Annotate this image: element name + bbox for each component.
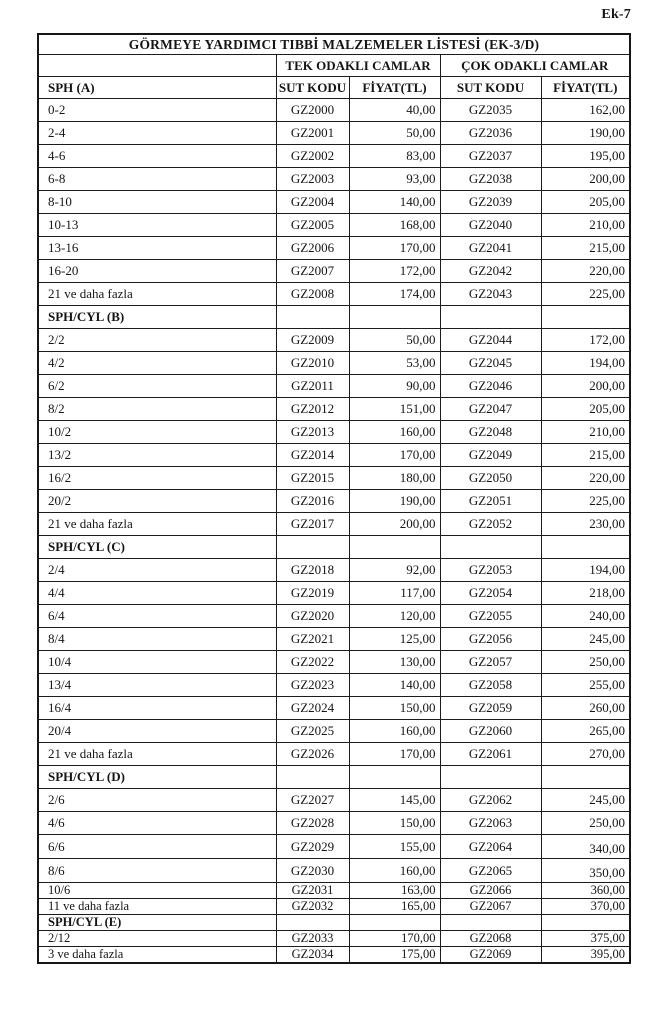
sut-kodu-cell-single: GZ2017 [276,513,349,536]
sut-kodu-cell-single: GZ2002 [276,145,349,168]
fiyat-cell-single: 150,00 [349,697,440,720]
fiyat-cell-multi: 200,00 [541,168,630,191]
fiyat-cell-single: 170,00 [349,237,440,260]
sut-kodu-cell-single: GZ2014 [276,444,349,467]
sut-kodu-cell-multi: GZ2047 [440,398,541,421]
row-label-cell: 10-13 [38,214,276,237]
fiyat-cell-multi: 270,00 [541,743,630,766]
sut-kodu-cell-multi: GZ2050 [440,467,541,490]
fiyat-cell-multi: 255,00 [541,674,630,697]
empty-cell [276,915,349,931]
empty-cell [349,915,440,931]
table-row [38,582,630,605]
empty-cell [541,915,630,931]
table-title: GÖRMEYE YARDIMCI TIBBİ MALZEMELER LİSTESİ (EK-3/D) [38,34,630,55]
row-label-cell: 21 ve daha fazla [38,743,276,766]
sut-kodu-cell-single: GZ2024 [276,697,349,720]
empty-cell [276,306,349,329]
sut-kodu-cell-single: GZ2025 [276,720,349,743]
table-row [38,444,630,467]
row-label-cell: 13/4 [38,674,276,697]
row-label-cell: 2/4 [38,559,276,582]
row-label-cell: 2/6 [38,789,276,812]
row-label-cell: 16/2 [38,467,276,490]
group-header-single-focal: TEK ODAKLI CAMLAR [276,55,440,77]
table-row [38,947,630,964]
sut-kodu-cell-multi: GZ2052 [440,513,541,536]
sut-kodu-cell-single: GZ2033 [276,931,349,947]
table-row [38,859,630,883]
column-header-fiyat-2: FİYAT(TL) [541,77,630,99]
sut-kodu-cell-multi: GZ2056 [440,628,541,651]
fiyat-cell-multi: 395,00 [541,947,630,964]
row-label-cell: 10/2 [38,421,276,444]
column-header-sut-kodu-1: SUT KODU [276,77,349,99]
table-row [38,697,630,720]
sut-kodu-cell-multi: GZ2042 [440,260,541,283]
fiyat-cell-multi: 194,00 [541,352,630,375]
sut-kodu-cell-multi: GZ2043 [440,283,541,306]
fiyat-cell-single: 117,00 [349,582,440,605]
fiyat-cell-multi: 375,00 [541,931,630,947]
row-label-cell: 4-6 [38,145,276,168]
sut-kodu-cell-single: GZ2028 [276,812,349,835]
fiyat-cell-multi: 225,00 [541,490,630,513]
fiyat-cell-single: 50,00 [349,122,440,145]
sut-kodu-cell-single: GZ2019 [276,582,349,605]
fiyat-cell-multi: 265,00 [541,720,630,743]
column-header-sph: SPH (A) [38,77,276,99]
fiyat-cell-single: 174,00 [349,283,440,306]
fiyat-cell-single: 130,00 [349,651,440,674]
fiyat-cell-single: 172,00 [349,260,440,283]
sut-kodu-cell-single: GZ2013 [276,421,349,444]
fiyat-cell-single: 170,00 [349,743,440,766]
table-row [38,168,630,191]
row-label-cell: 13/2 [38,444,276,467]
fiyat-cell-multi: 240,00 [541,605,630,628]
table-row [38,122,630,145]
section-header-label: SPH/CYL (B) [38,306,276,329]
sut-kodu-cell-multi: GZ2058 [440,674,541,697]
fiyat-cell-single: 160,00 [349,859,440,883]
section-header-row [38,306,630,329]
fiyat-cell-single: 163,00 [349,883,440,899]
row-label-cell: 6/6 [38,835,276,859]
sut-kodu-cell-multi: GZ2036 [440,122,541,145]
sut-kodu-cell-multi: GZ2067 [440,899,541,915]
empty-cell [276,766,349,789]
sut-kodu-cell-multi: GZ2041 [440,237,541,260]
fiyat-cell-multi: 210,00 [541,421,630,444]
fiyat-cell-single: 170,00 [349,444,440,467]
empty-cell [349,536,440,559]
table-row [38,490,630,513]
column-header-sut-kodu-2: SUT KODU [440,77,541,99]
empty-cell [541,306,630,329]
fiyat-cell-multi: 162,00 [541,99,630,122]
column-header-fiyat-1: FİYAT(TL) [349,77,440,99]
empty-cell [276,536,349,559]
table-row [38,283,630,306]
sut-kodu-cell-single: GZ2015 [276,467,349,490]
row-label-cell: 4/6 [38,812,276,835]
row-label-cell: 2-4 [38,122,276,145]
sut-kodu-cell-multi: GZ2045 [440,352,541,375]
table-row [38,513,630,536]
fiyat-cell-single: 140,00 [349,674,440,697]
fiyat-cell-single: 155,00 [349,835,440,859]
sut-kodu-cell-single: GZ2029 [276,835,349,859]
empty-cell [440,766,541,789]
fiyat-cell-multi: 172,00 [541,329,630,352]
fiyat-cell-multi: 245,00 [541,628,630,651]
fiyat-cell-single: 175,00 [349,947,440,964]
table-row [38,375,630,398]
fiyat-cell-multi: 250,00 [541,651,630,674]
table-row [38,191,630,214]
column-header-row [38,77,630,99]
table-row [38,260,630,283]
sut-kodu-cell-multi: GZ2068 [440,931,541,947]
fiyat-cell-single: 125,00 [349,628,440,651]
table-row [38,720,630,743]
fiyat-cell-multi: 194,00 [541,559,630,582]
row-label-cell: 2/12 [38,931,276,947]
row-label-cell: 20/4 [38,720,276,743]
row-label-cell: 6-8 [38,168,276,191]
empty-cell [440,306,541,329]
section-header-label: SPH/CYL (D) [38,766,276,789]
sut-kodu-cell-single: GZ2006 [276,237,349,260]
table-row [38,398,630,421]
fiyat-cell-multi: 250,00 [541,812,630,835]
table-row [38,329,630,352]
sut-kodu-cell-single: GZ2009 [276,329,349,352]
sut-kodu-cell-multi: GZ2057 [440,651,541,674]
row-label-cell: 6/2 [38,375,276,398]
table-row [38,421,630,444]
fiyat-cell-single: 92,00 [349,559,440,582]
row-label-cell: 10/6 [38,883,276,899]
sut-kodu-cell-single: GZ2018 [276,559,349,582]
fiyat-cell-single: 160,00 [349,720,440,743]
sut-kodu-cell-multi: GZ2049 [440,444,541,467]
table-row [38,789,630,812]
row-label-cell: 21 ve daha fazla [38,283,276,306]
sut-kodu-cell-single: GZ2022 [276,651,349,674]
fiyat-cell-multi: 205,00 [541,398,630,421]
sut-kodu-cell-single: GZ2008 [276,283,349,306]
sut-kodu-cell-multi: GZ2048 [440,421,541,444]
sut-kodu-cell-single: GZ2021 [276,628,349,651]
sut-kodu-cell-single: GZ2012 [276,398,349,421]
row-label-cell: 11 ve daha fazla [38,899,276,915]
table-row [38,145,630,168]
table-head [38,34,630,99]
sut-kodu-cell-multi: GZ2053 [440,559,541,582]
row-label-cell: 16-20 [38,260,276,283]
sut-kodu-cell-multi: GZ2035 [440,99,541,122]
fiyat-cell-single: 140,00 [349,191,440,214]
table-row [38,628,630,651]
fiyat-cell-single: 40,00 [349,99,440,122]
fiyat-cell-multi: 220,00 [541,260,630,283]
empty-cell [349,306,440,329]
fiyat-cell-single: 50,00 [349,329,440,352]
section-header-row [38,536,630,559]
group-header-multi-focal: ÇOK ODAKLI CAMLAR [440,55,630,77]
sut-kodu-cell-multi: GZ2059 [440,697,541,720]
sut-kodu-cell-single: GZ2020 [276,605,349,628]
sut-kodu-cell-single: GZ2001 [276,122,349,145]
row-label-cell: 4/2 [38,352,276,375]
sut-kodu-cell-single: GZ2010 [276,352,349,375]
sut-kodu-cell-multi: GZ2044 [440,329,541,352]
fiyat-cell-single: 180,00 [349,467,440,490]
sut-kodu-cell-single: GZ2003 [276,168,349,191]
sut-kodu-cell-single: GZ2011 [276,375,349,398]
row-label-cell: 8/4 [38,628,276,651]
sut-kodu-cell-single: GZ2000 [276,99,349,122]
fiyat-cell-single: 170,00 [349,931,440,947]
empty-cell [440,536,541,559]
table-row [38,674,630,697]
empty-cell [541,766,630,789]
section-header-row [38,766,630,789]
sut-kodu-cell-single: GZ2004 [276,191,349,214]
table-row [38,237,630,260]
row-label-cell: 8/2 [38,398,276,421]
row-label-cell: 8-10 [38,191,276,214]
table-row [38,651,630,674]
fiyat-cell-multi: 215,00 [541,237,630,260]
table-title-row [38,34,630,55]
row-label-cell: 2/2 [38,329,276,352]
fiyat-cell-multi: 205,00 [541,191,630,214]
fiyat-cell-multi: 360,00 [541,883,630,899]
sut-kodu-cell-single: GZ2031 [276,883,349,899]
fiyat-cell-single: 190,00 [349,490,440,513]
row-label-cell: 10/4 [38,651,276,674]
sut-kodu-cell-multi: GZ2069 [440,947,541,964]
table-body [38,99,630,964]
sut-kodu-cell-multi: GZ2038 [440,168,541,191]
sut-kodu-cell-multi: GZ2066 [440,883,541,899]
sut-kodu-cell-multi: GZ2055 [440,605,541,628]
empty-cell [440,915,541,931]
table-row [38,743,630,766]
fiyat-cell-multi: 200,00 [541,375,630,398]
row-label-cell: 6/4 [38,605,276,628]
fiyat-cell-multi: 245,00 [541,789,630,812]
fiyat-cell-single: 145,00 [349,789,440,812]
table-row [38,812,630,835]
sut-kodu-cell-multi: GZ2063 [440,812,541,835]
fiyat-cell-multi: 260,00 [541,697,630,720]
group-header-row [38,55,630,77]
table-row [38,883,630,899]
row-label-cell: 16/4 [38,697,276,720]
fiyat-cell-multi: 230,00 [541,513,630,536]
fiyat-cell-single: 168,00 [349,214,440,237]
fiyat-cell-multi: 220,00 [541,467,630,490]
sut-kodu-cell-single: GZ2030 [276,859,349,883]
section-header-label: SPH/CYL (C) [38,536,276,559]
fiyat-cell-single: 90,00 [349,375,440,398]
table-row [38,931,630,947]
fiyat-cell-multi: 218,00 [541,582,630,605]
sut-kodu-cell-multi: GZ2051 [440,490,541,513]
table-row [38,352,630,375]
sut-kodu-cell-multi: GZ2060 [440,720,541,743]
fiyat-cell-single: 150,00 [349,812,440,835]
table-row [38,99,630,122]
table-row [38,899,630,915]
sut-kodu-cell-single: GZ2023 [276,674,349,697]
row-label-cell: 20/2 [38,490,276,513]
page-annex-tag: Ek-7 [601,7,631,22]
sut-kodu-cell-single: GZ2007 [276,260,349,283]
sut-kodu-cell-multi: GZ2039 [440,191,541,214]
sut-kodu-cell-single: GZ2005 [276,214,349,237]
fiyat-cell-multi: 350,00 [541,859,630,883]
empty-header-cell [38,55,276,77]
table-row [38,605,630,628]
section-header-row [38,915,630,931]
sut-kodu-cell-single: GZ2027 [276,789,349,812]
sut-kodu-cell-single: GZ2026 [276,743,349,766]
sut-kodu-cell-multi: GZ2054 [440,582,541,605]
fiyat-cell-multi: 215,00 [541,444,630,467]
table-row [38,835,630,859]
empty-cell [349,766,440,789]
fiyat-cell-single: 120,00 [349,605,440,628]
row-label-cell: 21 ve daha fazla [38,513,276,536]
row-label-cell: 4/4 [38,582,276,605]
fiyat-cell-single: 160,00 [349,421,440,444]
fiyat-cell-single: 83,00 [349,145,440,168]
section-header-label: SPH/CYL (E) [38,915,276,931]
row-label-cell: 0-2 [38,99,276,122]
table-row [38,467,630,490]
materials-price-table [37,33,631,964]
fiyat-cell-multi: 340,00 [541,835,630,859]
fiyat-cell-single: 165,00 [349,899,440,915]
fiyat-cell-single: 93,00 [349,168,440,191]
fiyat-cell-multi: 210,00 [541,214,630,237]
sut-kodu-cell-multi: GZ2064 [440,835,541,859]
sut-kodu-cell-multi: GZ2062 [440,789,541,812]
fiyat-cell-single: 151,00 [349,398,440,421]
sut-kodu-cell-multi: GZ2061 [440,743,541,766]
fiyat-cell-multi: 225,00 [541,283,630,306]
sut-kodu-cell-multi: GZ2037 [440,145,541,168]
sut-kodu-cell-single: GZ2016 [276,490,349,513]
table-row [38,559,630,582]
sut-kodu-cell-multi: GZ2046 [440,375,541,398]
empty-cell [541,536,630,559]
fiyat-cell-single: 53,00 [349,352,440,375]
sut-kodu-cell-multi: GZ2065 [440,859,541,883]
row-label-cell: 8/6 [38,859,276,883]
table-row [38,214,630,237]
sut-kodu-cell-single: GZ2034 [276,947,349,964]
row-label-cell: 13-16 [38,237,276,260]
fiyat-cell-single: 200,00 [349,513,440,536]
row-label-cell: 3 ve daha fazla [38,947,276,964]
sut-kodu-cell-multi: GZ2040 [440,214,541,237]
sut-kodu-cell-single: GZ2032 [276,899,349,915]
fiyat-cell-multi: 370,00 [541,899,630,915]
fiyat-cell-multi: 190,00 [541,122,630,145]
fiyat-cell-multi: 195,00 [541,145,630,168]
